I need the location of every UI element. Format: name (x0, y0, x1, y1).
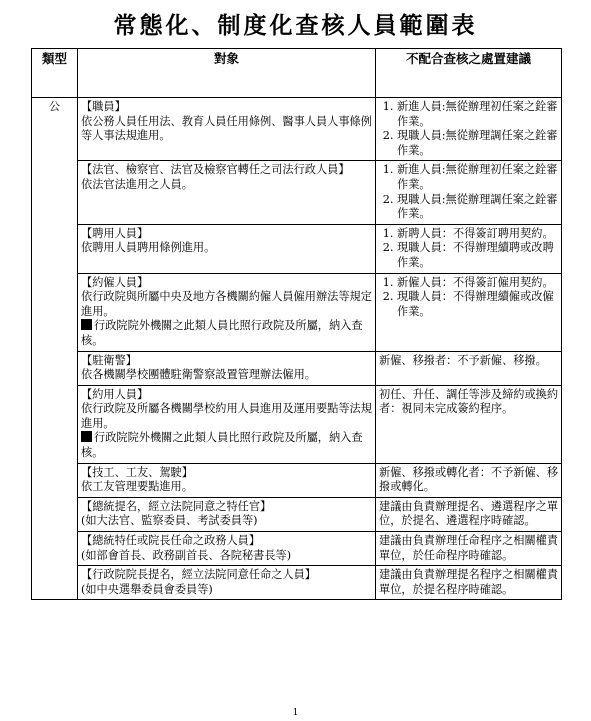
header-suggestion: 不配合查核之處置建議 (376, 49, 562, 98)
target-description: 依各機關學校團體駐衛警察設置管理辦法僱用。 (81, 368, 316, 382)
table-row (32, 385, 562, 463)
table-row (32, 532, 562, 566)
target-heading: 【聘用人員】 (81, 226, 149, 240)
black-square-icon (81, 431, 92, 442)
target-heading: 【總統提名，經立法院同意之特任官】 (81, 499, 272, 513)
table-row (32, 566, 562, 600)
suggestion-list (379, 100, 558, 158)
target-cell (78, 566, 376, 600)
suggestion-text: 建議由負責辦理任命程序之相關權責單位，於任命程序時確認。 (379, 534, 559, 562)
target-heading: 【職員】 (81, 100, 126, 113)
target-cell (78, 273, 376, 351)
target-cell (78, 224, 376, 273)
target-description: 依行政院與所屬中央及地方各機關約僱人員僱用辦法等規定進用。 (81, 290, 372, 318)
target-heading: 【駐衛警】 (81, 353, 137, 367)
target-cell (78, 532, 376, 566)
note-text: 行政院院外機關之此類人員比照行政院及所屬，納入查核。 (81, 431, 363, 460)
table-row (32, 98, 562, 161)
audit-scope-table (31, 48, 562, 600)
target-description: 依工友管理要點進用。 (81, 480, 193, 494)
suggestion-list (379, 227, 558, 271)
table-row (32, 463, 562, 497)
header-target: 對象 (78, 49, 376, 98)
header-row (32, 49, 562, 98)
suggestion-cell (376, 161, 562, 224)
suggestion-item: 1. 新進人員:無從辦理初任案之銓審作業。 (397, 163, 558, 192)
suggestion-cell (376, 566, 562, 600)
target-description: (如中央選舉委員會委員等) (81, 582, 213, 596)
suggestion-text: 建議由負責辦理提名、遴選程序之單位，於提名、遴選程序時確認。 (379, 499, 559, 528)
document-title: 常態化、制度化查核人員範圍表 (113, 12, 478, 39)
target-heading: 【技工、工友、駕駛】 (81, 465, 193, 479)
table-row (32, 273, 562, 351)
note-text: 行政院院外機關之此類人員比照行政院及所屬，納入查核。 (81, 319, 363, 347)
table-row (32, 161, 562, 224)
suggestion-cell (376, 98, 562, 161)
target-cell (78, 161, 376, 224)
suggestion-text: 新僱、移撥者：不予新僱、移撥。 (379, 353, 547, 367)
suggestion-cell (376, 463, 562, 497)
target-heading: 【總統特任或院長任命之政務人員】 (81, 534, 261, 548)
suggestion-item: 1. 新僱人員：不得簽訂僱用契約。 (397, 276, 558, 291)
suggestion-list (379, 276, 558, 320)
target-heading: 【約用人員】 (81, 387, 149, 401)
suggestion-cell (376, 497, 562, 531)
target-description: 依聘用人員聘用條例進用。 (81, 241, 216, 255)
target-description: 依法官法進用之人員。 (81, 177, 193, 191)
target-note (81, 319, 372, 348)
target-cell (78, 98, 376, 161)
table-row (32, 351, 562, 385)
suggestion-item: 1. 新進人員:無從辦理初任案之銓審作業。 (397, 100, 558, 129)
suggestion-cell (376, 273, 562, 351)
suggestion-text: 初任、升任、調任等涉及締約或換約者：視同未完成簽約程序。 (379, 387, 559, 416)
target-description: (如大法官、監察委員、考試委員等) (81, 514, 258, 528)
type-cell: 公 (32, 98, 78, 600)
target-description: 依公務人員任用法、教育人員任用條例、醫事人員人事條例等人事法規進用。 (81, 114, 372, 143)
target-heading: 【約僱人員】 (81, 275, 149, 289)
table-row (32, 224, 562, 273)
suggestion-cell (376, 224, 562, 273)
page-number: 1 (292, 708, 299, 718)
suggestion-item: 2. 現職人員：不得辦理續聘或改聘作業。 (397, 241, 558, 270)
target-heading: 【行政院院長提名，經立法院同意任命之人員】 (81, 568, 316, 582)
suggestion-item: 1. 新聘人員：不得簽訂聘用契約。 (397, 227, 558, 242)
target-cell (78, 463, 376, 497)
black-square-icon (81, 319, 92, 330)
target-heading: 【法官、檢察官、法官及檢察官轉任之司法行政人員】 (81, 163, 350, 177)
target-description: 依行政院及所屬各機關學校約用人員進用及運用要點等法規進用。 (81, 402, 372, 430)
target-cell (78, 385, 376, 463)
suggestion-list (379, 163, 558, 221)
table-row (32, 497, 562, 531)
target-cell (78, 351, 376, 385)
target-note (81, 431, 372, 460)
suggestion-cell (376, 385, 562, 463)
suggestion-item: 2. 現職人員：不得辦理續僱或改僱作業。 (397, 290, 558, 319)
header-type: 類型 (32, 49, 78, 98)
suggestion-item: 2. 現職人員:無從辦理調任案之銓審作業。 (397, 129, 558, 158)
suggestion-cell (376, 532, 562, 566)
suggestion-text: 新僱、移撥或轉化者：不予新僱、移撥或轉化。 (379, 465, 559, 494)
suggestion-item: 2. 現職人員:無從辦理調任案之銓審作業。 (397, 193, 558, 222)
suggestion-cell (376, 351, 562, 385)
target-cell (78, 497, 376, 531)
target-description: (如部會首長、政務副首長、各院秘書長等) (81, 548, 292, 562)
suggestion-text: 建議由負責辦理提名程序之相關權責單位，於提名程序時確認。 (379, 568, 559, 596)
